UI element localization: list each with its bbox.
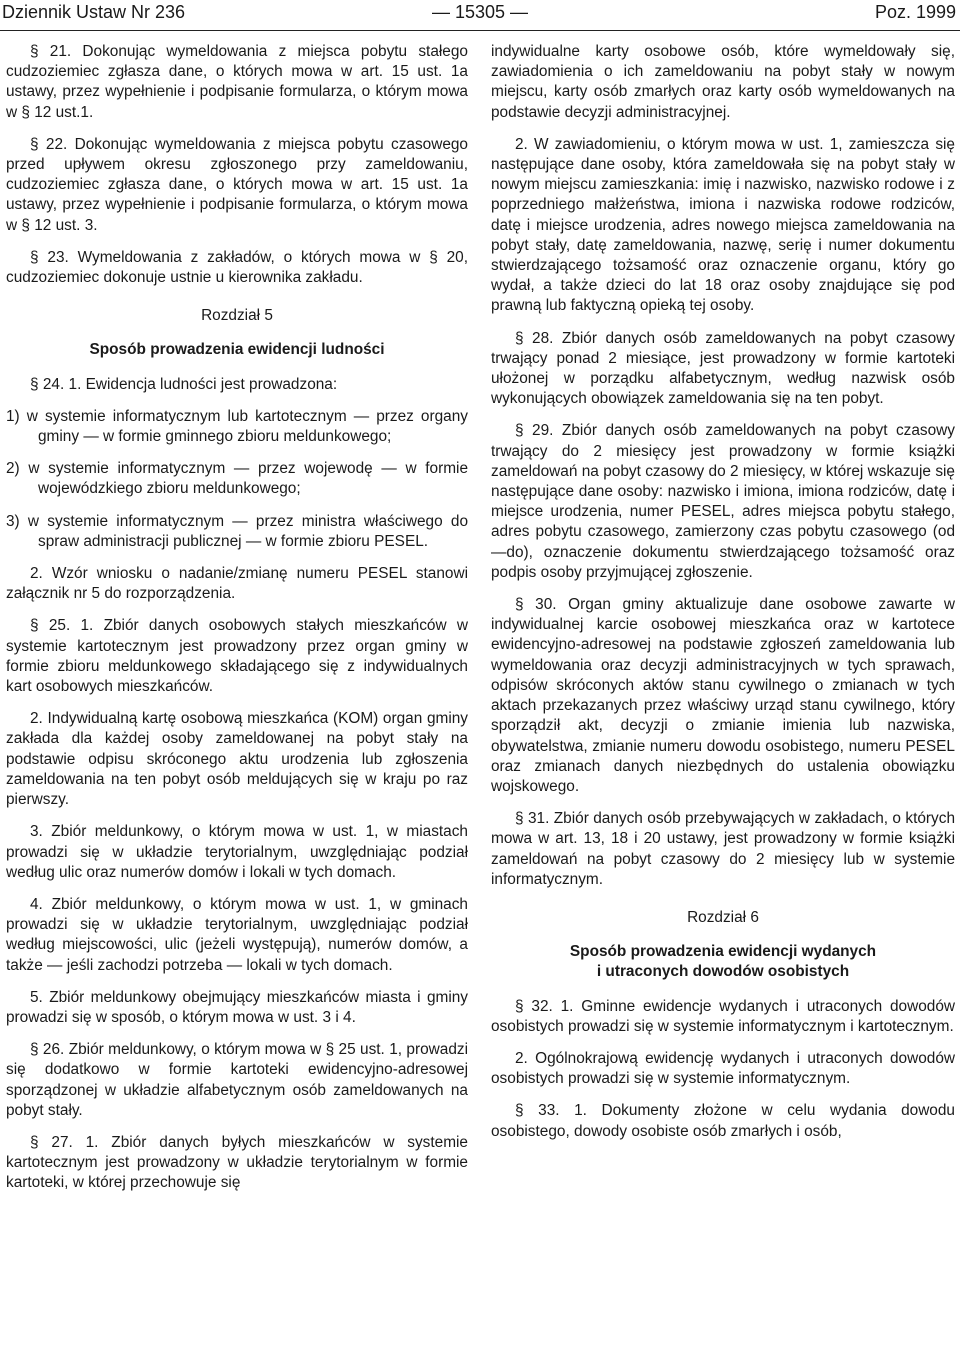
list-item: 3) w systemie informatycznym — przez ministra właściwego do spraw administracji publicznej — w formie zbioru PESEL. (6, 512, 468, 550)
paragraph-25-3: 3. Zbiór meldunkowy, o którym mowa w ust. 1, w miastach prowadzi się w układzie terytorialnym, uwzględniając podział według ulic oraz numerów domów i lokali w tych domach. (6, 823, 468, 881)
paragraph-22: § 22. Dokonując wymeldowania z miejsca pobytu czasowego przed upływem okresu zgłoszonego przy zameldowaniu, cudzoziemiec zgłasza dane, o których mowa w art. 15 ust. 1a ustawy, przez wypełnienie i podpisanie formularza, o którym mowa w § 12 ust. 3. (6, 135, 468, 234)
paragraph-25-2: 2. Indywidualną kartę osobową mieszkańca (KOM) organ gminy zakłada dla każdej osoby zameldowanej na pobyt stały na podstawie odpisu skróconego aktu urodzenia lub zgłoszenia zameldowania na ten pobyt osób meldujących się w kraju po raz pierwszy. (6, 710, 468, 809)
paragraph-30: § 30. Organ gminy aktualizuje dane osobowe zawarte w indywidualnej karcie osobowej mieszkańca oraz w kartotece ewidencyjno-adresowej na podstawie zgłoszeń zameldowania lub wymeldowania oraz decyzji administracyjnych w tych sprawach, odpisów skróconych aktów stanu cywilnego o zmianach w tych aktach przekazanych przez właściwy urząd stanu cywilnego, który sporządził akt, decyzji o zmianie imienia lub nazwiska, obywatelstwa, zmianie numeru dowodu osobistego, numeru PESEL oraz zmianach danych niezbędnych do ustalenia obowiązku wojskowego. (491, 596, 955, 795)
chapter-title (491, 942, 955, 982)
paragraph-28: § 28. Zbiór danych osób zameldowanych na pobyt czasowy trwający ponad 2 miesiące, jest prowadzony w formie kartoteki ułożonej w porządku alfabetycznym, według nazwisk osób wykonujących obowiązek zameldowania się na ten pobyt. (491, 329, 955, 408)
paragraph-27-2: 2. W zawiadomieniu, o którym mowa w ust. 1, zamieszcza się następujące dane osoby, która zameldowała się na pobyt stały w nowym miejscu zamieszkania: imię i nazwisko, nazwisko rodowe i z poprzedniego małżeństwa, imiona i nazwiska rodowe rodziców, datę i miejsce urodzenia, adres nowego miejsca zameldowania na pobyt stały, datę zameldowania, nazwę, serię i numer dokumentu stwierdzającego tożsamość oraz oznaczenie organu, który go wydał, a także dzieci do lat 18 oraz osoby znajdujące się pod prawną lub faktyczną opieką tej osoby. (491, 135, 955, 315)
chapter-heading: Rozdział 6 (687, 908, 759, 926)
paragraph-26: § 26. Zbiór meldunkowy, o którym mowa w § 25 ust. 1, prowadzi się dodatkowo w formie kartoteki ewidencyjno-adresowej sporządzonej w układzie alfabetycznym osób zameldowanych na pobyt stały. (6, 1041, 468, 1119)
paragraph-21: § 21. Dokonując wymeldowania z miejsca pobytu stałego cudzoziemiec zgłasza dane, o których mowa w art. 15 ust. 1a ustawy, przez wypełnienie i podpisanie formularza, o którym mowa w § 12 ust.1. (6, 43, 468, 121)
page-header (0, 0, 960, 31)
list-item: 1) w systemie informatycznym lub kartotecznym — przez organy gminy — w formie gminnego zbioru meldunkowego; (6, 407, 468, 446)
paragraph-25: § 25. 1. Zbiór danych osobowych stałych mieszkańców w systemie kartotecznym jest prowadzony przez organ gminy w formie zbioru meldunkowego składającego się z indywidualnych kart osobowych mieszkańców. (6, 617, 468, 696)
chapter-heading: Rozdział 5 (201, 307, 273, 325)
paragraph-27-cont: indywidualne karty osobowe osób, które wymeldowały się, zawiadomienia o ich zameldowaniu na pobyt stały w nowym miejscu, karty osób zmarłych oraz karty osób wymeldowanych na podstawie decyzji administracyjnej. (491, 43, 955, 121)
list-item: 2) w systemie informatycznym — przez wojewodę — w formie wojewódzkiego zbioru meldunkowego; (6, 460, 468, 498)
paragraph-25-5: 5. Zbiór meldunkowy obejmujący mieszkańców miasta i gminy prowadzi się w sposób, o którym mowa w ust. 3 i 4. (6, 988, 468, 1026)
paragraph-32-2: 2. Ogólnokrajową ewidencję wydanych i utraconych dowodów osobistych prowadzi się w systemie informatycznym. (491, 1049, 955, 1088)
paragraph-32: § 32. 1. Gminne ewidencje wydanych i utraconych dowodów osobistych prowadzi się w systemie informatycznym i kartotecznym. (491, 997, 955, 1035)
paragraph-33: § 33. 1. Dokumenty złożone w celu wydania dowodu osobistego, dowody osobiste osób zmarłych i osób, (491, 1102, 955, 1140)
paragraph-25-4: 4. Zbiór meldunkowy, o którym mowa w ust. 1, w gminach prowadzi się w układzie terytorialnym, uwzględniając podział według miejscowości, ulic (jeżeli występują), numerów domów, a także — jeśli zachodzi potrzeba — lokali w tych domach. (6, 895, 468, 974)
paragraph-29: § 29. Zbiór danych osób zameldowanych na pobyt czasowy trwający do 2 miesięcy jest prowadzony w formie książki zameldowań na pobyt czasowy do 2 miesięcy, w której wskazuje się następujące dane osoby: nazwisko i imiona, imiona rodziców, datę i miejsce urodzenia, numer PESEL, adres miejsca pobytu stałego, adres pobytu czasowego, zamierzony czas pobytu czasowego (od—do), oznaczenie dokumentu stwierdzającego tożsamość oraz podpis osoby przyjmującej zgłoszenie. (491, 422, 955, 581)
paragraph-24-2: 2. Wzór wniosku o nadanie/zmianę numeru PESEL stanowi załącznik nr 5 do rozporządzenia. (6, 565, 468, 603)
paragraph-23: § 23. Wymeldowania z zakładów, o których mowa w § 20, cudzoziemiec dokonuje ustnie u kierownika zakładu. (6, 248, 468, 287)
journal-title: Dziennik Ustaw Nr 236 (2, 2, 186, 22)
right-column (491, 42, 955, 1154)
page-number: — 15305 — (431, 2, 529, 22)
chapter-title-line-2: i utraconych dowodów osobistych (596, 963, 850, 981)
left-column (6, 42, 468, 1206)
paragraph-31: § 31. Zbiór danych osób przebywających w zakładach, o których mowa w art. 13, 18 i 20 ustawy, jest prowadzony w formie książki zameldowań na pobyt czasowy do 2 miesięcy lub w systemie informatycznym. (491, 810, 955, 888)
paragraph-24: § 24. 1. Ewidencja ludności jest prowadzona: (30, 375, 338, 393)
position-number: Poz. 1999 (874, 2, 956, 22)
paragraph-27: § 27. 1. Zbiór danych byłych mieszkańców w systemie kartotecznym jest prowadzony w układzie terytorialnym w formie kartoteki, w której przechowuje się (6, 1133, 468, 1192)
chapter-title: Sposób prowadzenia ewidencji ludności (89, 341, 385, 359)
chapter-title-line-1: Sposób prowadzenia ewidencji wydanych (569, 943, 877, 961)
